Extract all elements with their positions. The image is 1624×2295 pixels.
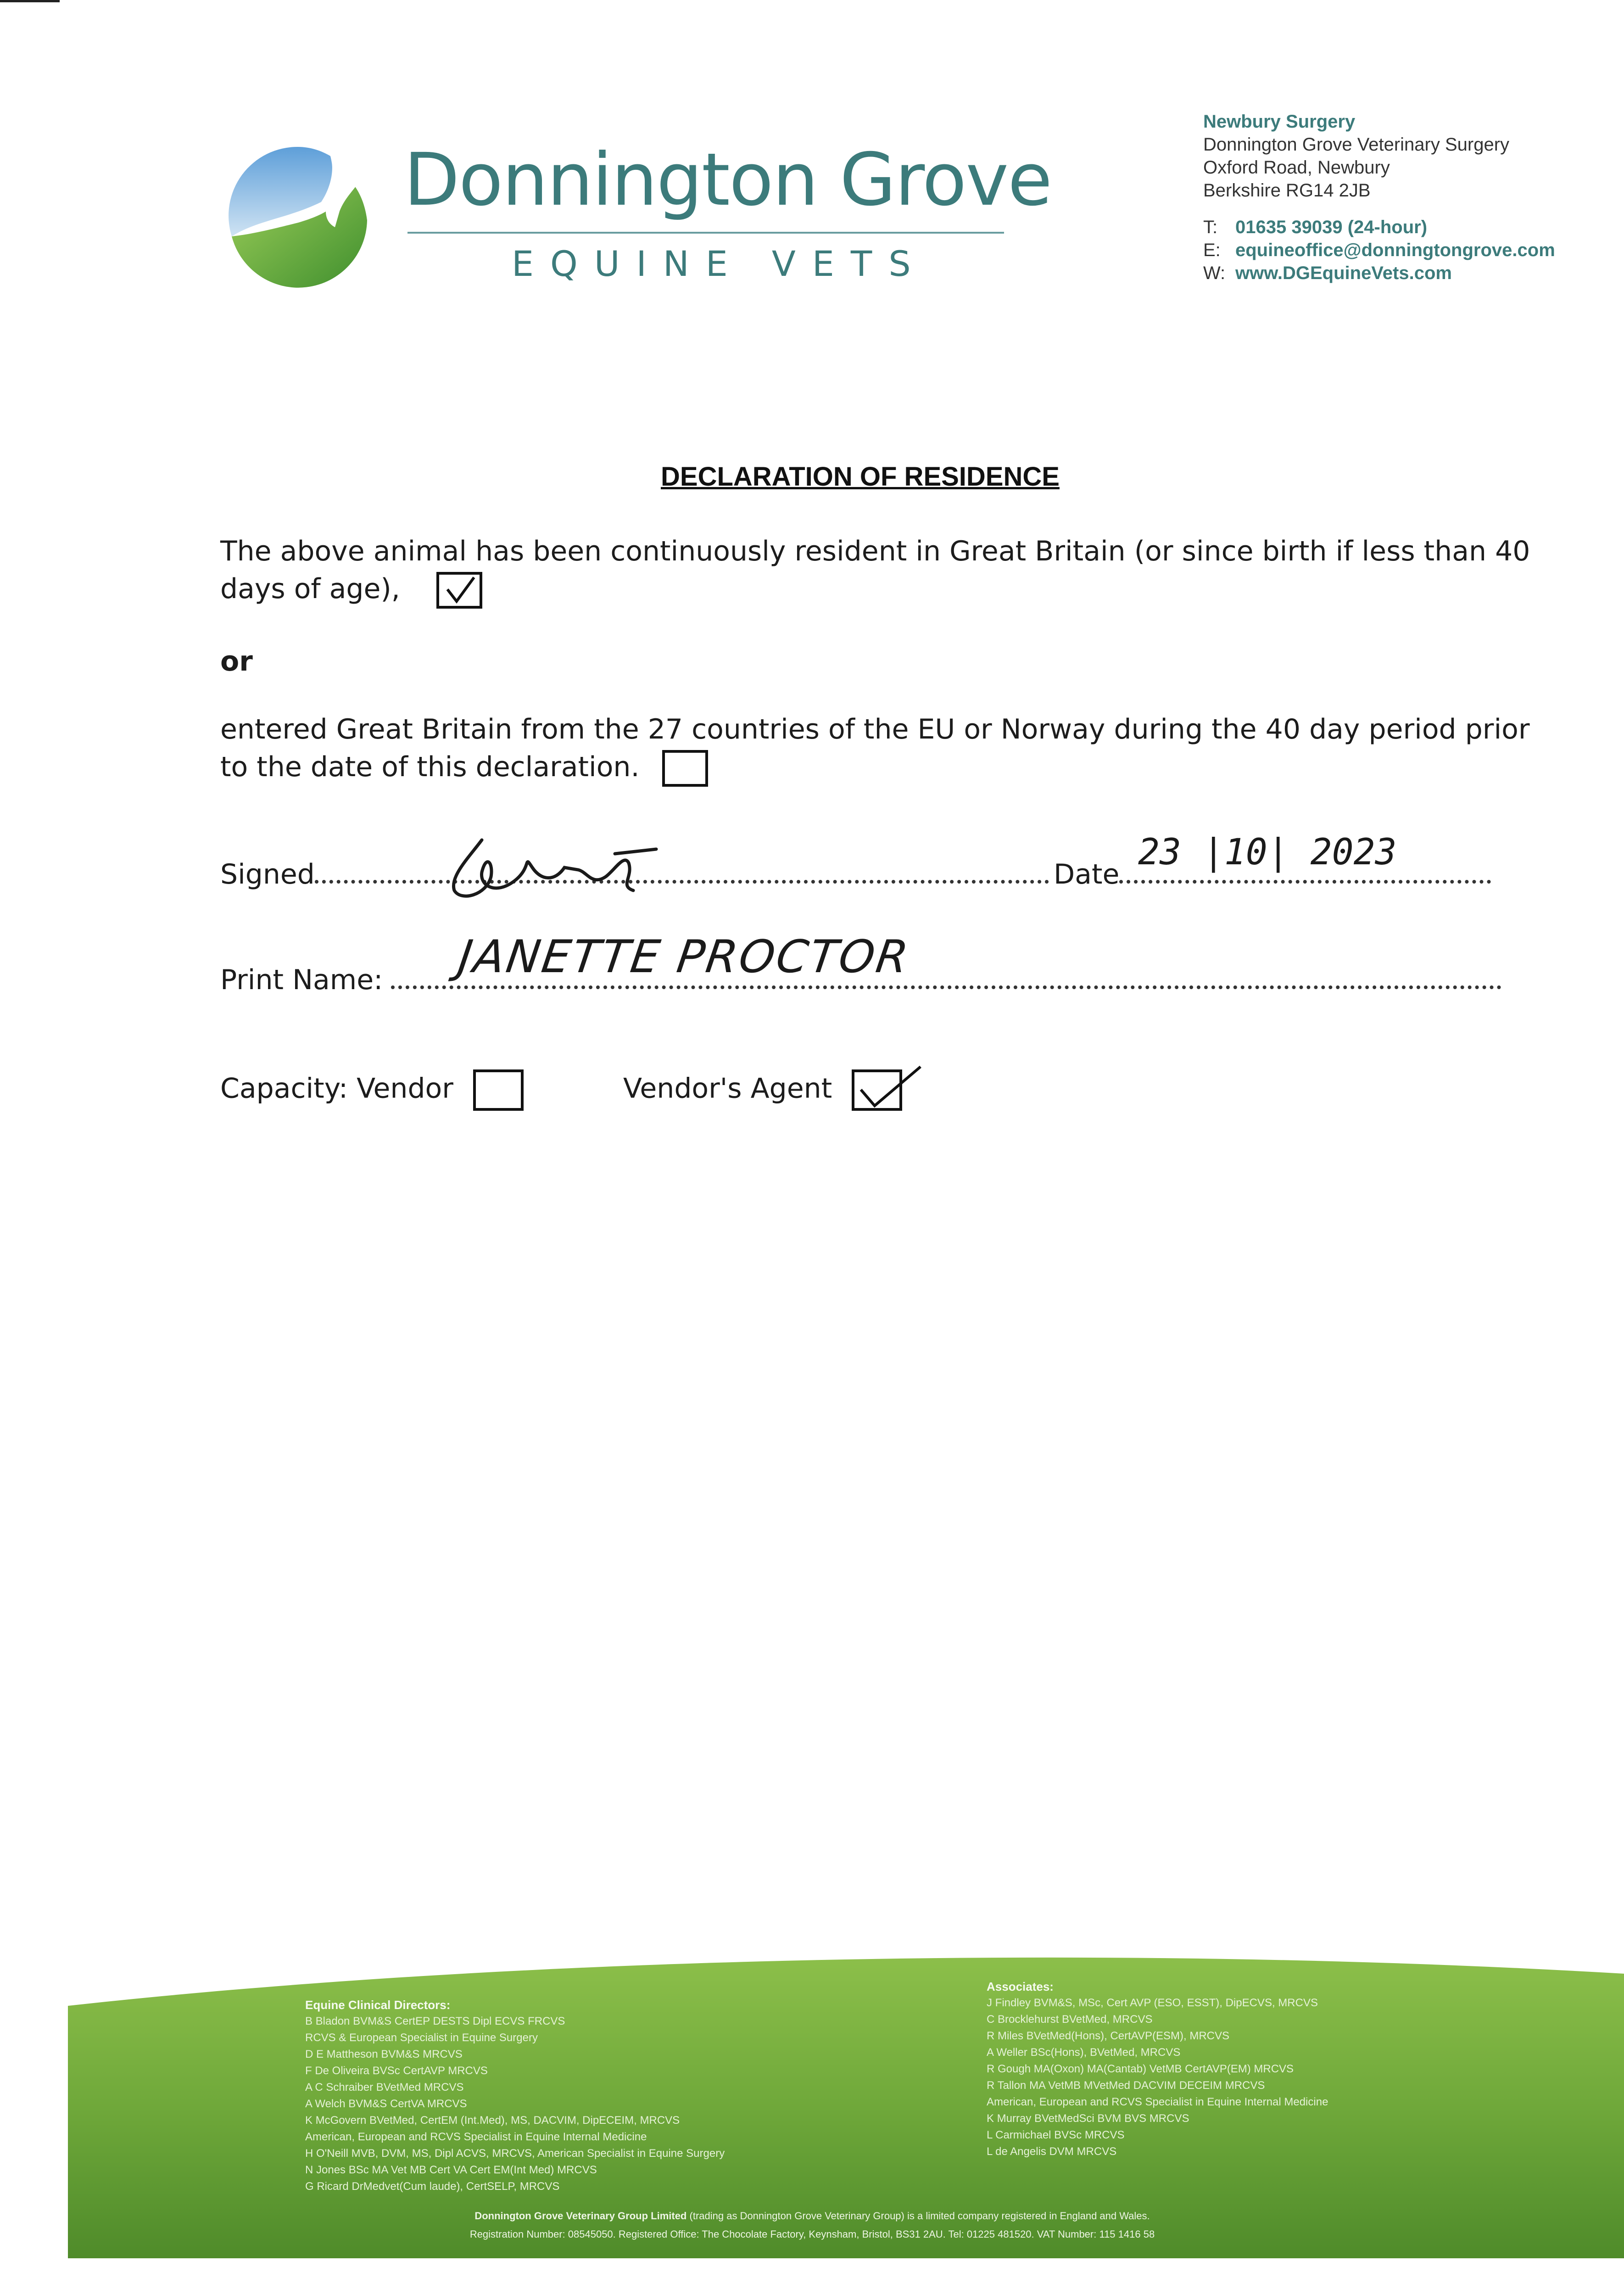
director-line: D E Mattheson BVM&S MRCVS <box>305 2048 463 2060</box>
website-label: W: <box>1203 263 1226 283</box>
option-entered <box>220 711 1551 787</box>
signed-label: Signed <box>220 858 315 890</box>
agent-row <box>623 1069 902 1111</box>
company-line: (trading as Donnington Grove Veterinary Group) is a limited company registered in England and Wales. <box>689 2210 1150 2222</box>
associate-line: A Weller BSc(Hons), BVetMed, MRCVS <box>987 2046 1181 2059</box>
or-separator: or <box>220 645 253 677</box>
address-line: Oxford Road, Newbury <box>1203 157 1390 178</box>
associate-line: American, European and RCVS Specialist in Equine Internal Medicine <box>987 2096 1328 2108</box>
date-value: 23 |10| 2023 <box>1138 832 1397 873</box>
option-resident <box>220 532 1551 609</box>
associate-line: R Tallon MA VetMB MVetMed DACVIM DECEIM MRCVS <box>987 2079 1265 2092</box>
entered-checkbox[interactable] <box>662 750 708 787</box>
associate-line: L Carmichael BVSc MRCVS <box>987 2129 1125 2141</box>
brand-name: Donnington Grove <box>404 138 1052 222</box>
associate-line: R Miles BVetMed(Hons), CertAVP(ESM), MRCVS <box>987 2030 1229 2042</box>
director-line: B Bladon BVM&S CertEP DESTS Dipl ECVS FRCVS <box>305 2015 565 2027</box>
associate-line: J Findley BVM&S, MSc, Cert AVP (ESO, ESST), DipECVS, MRCVS <box>987 1997 1318 2009</box>
associates-block <box>987 1978 1328 2160</box>
option-resident-text: The above animal has been continuously resident in Great Britain (or since birth if less than 40 days of age), <box>220 535 1530 605</box>
capacity-row <box>220 1069 524 1111</box>
print-name-label: Print Name: <box>220 964 383 996</box>
horse-head-logo-icon <box>220 138 376 294</box>
print-name-value: JANETTE PROCTOR <box>455 931 913 983</box>
address-line: Donnington Grove Veterinary Surgery <box>1203 134 1510 155</box>
director-line: American, European and RCVS Specialist in Equine Internal Medicine <box>305 2131 647 2143</box>
director-line: G Ricard DrMedvet(Cum laude), CertSELP, MRCVS <box>305 2180 560 2193</box>
website-url: www.DGEquineVets.com <box>1235 263 1452 283</box>
director-line: A C Schraiber BVetMed MRCVS <box>305 2081 464 2093</box>
associate-line: R Gough MA(Oxon) MA(Cantab) VetMB CertAVP(EM) MRCVS <box>987 2063 1294 2075</box>
associates-heading: Associates: <box>987 1980 1054 1993</box>
form-title: DECLARATION OF RESIDENCE <box>661 462 1060 492</box>
signature-line[interactable] <box>315 880 1049 884</box>
director-line: K McGovern BVetMed, CertEM (Int.Med), MS, DACVIM, DipECEIM, MRCVS <box>305 2114 680 2127</box>
company-name: Donnington Grove Veterinary Group Limited <box>474 2210 687 2222</box>
associate-line: C Brocklehurst BVetMed, MRCVS <box>987 2013 1153 2026</box>
company-registration <box>266 2207 1358 2244</box>
handwritten-signature <box>441 826 679 904</box>
brand-divider <box>407 232 1004 234</box>
checkmark-icon <box>442 571 479 608</box>
scan-edge-mark <box>0 0 60 2</box>
date-label: Date <box>1054 858 1120 890</box>
resident-checkbox[interactable] <box>436 572 482 609</box>
checkmark-icon <box>856 1062 925 1113</box>
date-line[interactable] <box>1119 880 1491 884</box>
contact-block <box>1203 216 1555 285</box>
vendor-agent-checkbox[interactable] <box>852 1069 902 1111</box>
email-label: E: <box>1203 240 1221 260</box>
vendor-checkbox[interactable] <box>473 1069 524 1111</box>
director-line: N Jones BSc MA Vet MB Cert VA Cert EM(Int Med) MRCVS <box>305 2164 597 2176</box>
email-address: equineoffice@donningtongrove.com <box>1235 240 1555 260</box>
director-line: F De Oliveira BVSc CertAVP MRCVS <box>305 2065 488 2077</box>
option-entered-text: entered Great Britain from the 27 countries of the EU or Norway during the 40 day period prior to the date of this declaration. <box>220 713 1530 783</box>
brand-subtitle: EQUINE VETS <box>512 243 927 284</box>
vendor-agent-label: Vendor's Agent <box>623 1072 832 1105</box>
capacity-label: Capacity: Vendor <box>220 1072 453 1105</box>
directors-heading: Equine Clinical Directors: <box>305 1998 451 2012</box>
director-line: H O'Neill MVB, DVM, MS, Dipl ACVS, MRCVS, American Specialist in Equine Surgery <box>305 2147 725 2160</box>
phone-label: T: <box>1203 217 1218 237</box>
surgery-address <box>1203 110 1509 202</box>
print-name-line[interactable] <box>391 985 1501 989</box>
director-line: RCVS & European Specialist in Equine Surgery <box>305 2032 538 2044</box>
address-heading: Newbury Surgery <box>1203 112 1356 132</box>
associate-line: L de Angelis DVM MRCVS <box>987 2145 1117 2158</box>
directors-block <box>305 1997 725 2195</box>
company-registered-office: Registration Number: 08545050. Registered Office: The Chocolate Factory, Keynsham, Bristol, BS31 2AU. Tel: 01225 481520. VAT Number: 115 1416 58 <box>469 2228 1155 2240</box>
phone-number: 01635 39039 (24-hour) <box>1235 217 1428 237</box>
address-line: Berkshire RG14 2JB <box>1203 180 1371 201</box>
associate-line: K Murray BVetMedSci BVM BVS MRCVS <box>987 2112 1189 2125</box>
director-line: A Welch BVM&S CertVA MRCVS <box>305 2098 467 2110</box>
